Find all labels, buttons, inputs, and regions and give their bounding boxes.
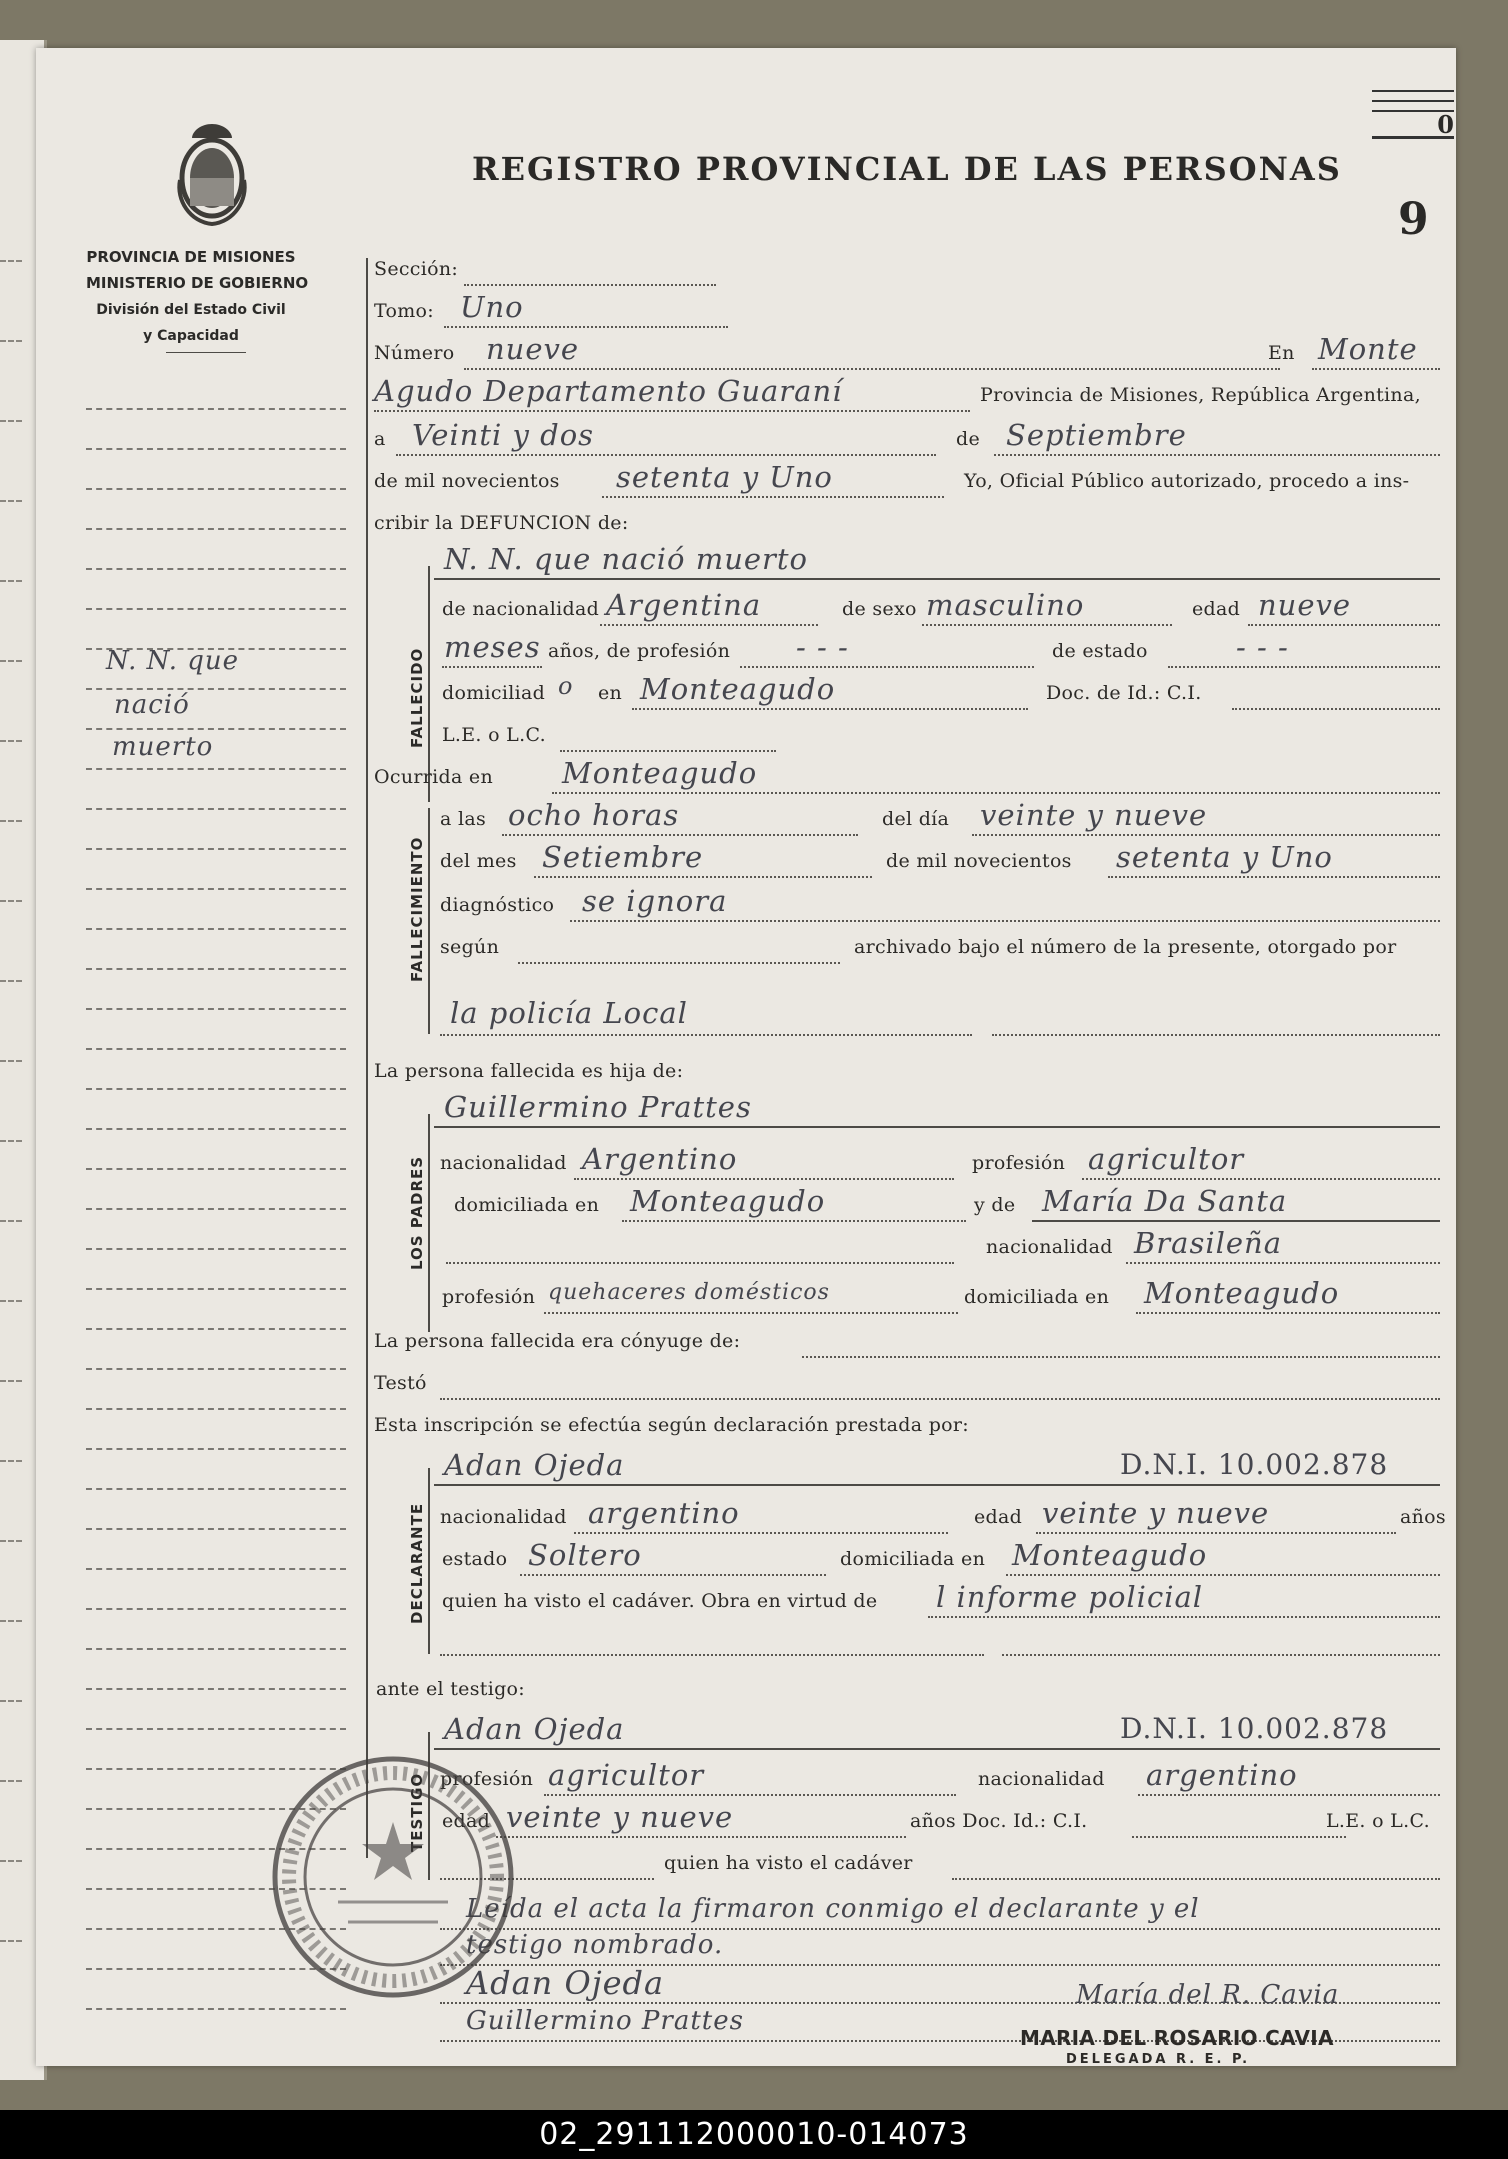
coat-of-arms-icon: [170, 120, 254, 228]
fallecimiento-bracket: [428, 808, 430, 1034]
archivado-text: archivado bajo el número de la presente, otorgado por: [854, 936, 1397, 958]
margin-line: [86, 408, 346, 410]
page-title: REGISTRO PROVINCIAL DE LAS PERSONAS: [472, 150, 1342, 188]
de-label: de: [956, 428, 981, 450]
year-value: setenta y Uno: [616, 460, 833, 494]
declarante-cadaver-text: quien ha visto el cadáver. Obra en virtud de: [442, 1590, 878, 1612]
padre-name: Guillermino Prattes: [444, 1090, 752, 1124]
declarante-section-label: DECLARANTE: [408, 1502, 426, 1624]
anio-line: [1108, 876, 1440, 878]
testigo-nacionalidad-value: argentino: [1146, 1758, 1298, 1792]
estado-value: - - -: [1236, 630, 1289, 664]
testigo-nacionalidad-line: [1138, 1794, 1440, 1796]
place-line: [374, 410, 970, 412]
anio-value: setenta y Uno: [1116, 840, 1333, 874]
domicilio-suffix: o: [558, 672, 574, 700]
fallecido-section-label: FALLECIDO: [408, 647, 426, 748]
declarante-anos-label: años: [1400, 1506, 1446, 1528]
meses-value: meses: [444, 630, 541, 664]
margin-line: [86, 728, 346, 730]
dia-line: [972, 834, 1440, 836]
mes-value: Setiembre: [542, 840, 704, 874]
declarante-nacionalidad-label: nacionalidad: [440, 1506, 567, 1528]
margin-line: [86, 848, 346, 850]
domicilio-label: domiciliad: [442, 682, 546, 704]
official-signature: María del R. Cavia: [1076, 1980, 1340, 2010]
otorgado-line-2: [992, 1034, 1440, 1036]
death-certificate-page: [36, 48, 1456, 2066]
edad-line: [1248, 624, 1440, 626]
margin-note-line1: N. N. que: [106, 646, 240, 676]
diagnostico-value: se ignora: [582, 884, 728, 918]
margin-line: [86, 1608, 346, 1610]
margin-line: [86, 928, 346, 930]
closing-text-2: testigo nombrado.: [466, 1930, 724, 1960]
numero-value: nueve: [486, 332, 580, 366]
padre-domiciliada-label: domiciliada en: [454, 1194, 600, 1216]
padre-domicilio-value: Monteagudo: [630, 1184, 826, 1218]
padre-name-line: [434, 1126, 1440, 1128]
month-line: [994, 454, 1440, 456]
margin-line: [86, 568, 346, 570]
mes-line: [534, 876, 872, 878]
margin-line: [86, 1248, 346, 1250]
fallecido-name: N. N. que nació muerto: [444, 542, 809, 576]
margin-line: [86, 1568, 346, 1570]
margin-line: [86, 1728, 346, 1730]
ministry-label: MINISTERIO DE GOBIERNO: [86, 274, 309, 292]
header-underline: [166, 352, 246, 353]
margin-line: [86, 1288, 346, 1290]
madre-name: María Da Santa: [1042, 1184, 1288, 1218]
meses-line: [442, 666, 542, 668]
margin-line: [86, 1528, 346, 1530]
otorgado-line: [440, 1034, 972, 1036]
day-value: Veinti y dos: [412, 418, 595, 452]
seccion-line: [464, 284, 716, 286]
hora-label: a las: [440, 808, 487, 830]
margin-line: [86, 2008, 346, 2010]
day-line: [396, 454, 936, 456]
domicilio-value: Monteagudo: [640, 672, 836, 706]
padre-nacionalidad-line: [574, 1178, 954, 1180]
signature-padre: Guillermino Prattes: [466, 2006, 744, 2036]
testo-label: Testó: [374, 1372, 427, 1394]
declarante-bracket: [428, 1468, 430, 1654]
sexo-line: [922, 624, 1172, 626]
otorgado-value: la policía Local: [450, 996, 688, 1030]
declarante-name: Adan Ojeda: [444, 1448, 625, 1482]
en-value: Monte: [1318, 332, 1418, 366]
hora-value: ocho horas: [508, 798, 680, 832]
diagnostico-label: diagnóstico: [440, 894, 555, 916]
declarante-blank-line-2: [1002, 1654, 1440, 1656]
le-line: [560, 750, 776, 752]
testigo-edad-line: [496, 1836, 906, 1838]
madre-domiciliada-label: domiciliada en: [964, 1286, 1110, 1308]
testigo-profesion-value: agricultor: [548, 1758, 705, 1792]
sexo-value: masculino: [926, 588, 1085, 622]
signature-declarante: Adan Ojeda: [466, 1964, 665, 2002]
profesion-line: [740, 666, 1034, 668]
provincia-text: Provincia de Misiones, República Argentina,: [980, 384, 1421, 406]
fallecimiento-section-label: FALLECIMIENTO: [408, 836, 426, 982]
madre-nacionalidad-value: Brasileña: [1134, 1226, 1283, 1260]
doc-label: Doc. de Id.: C.I.: [1046, 682, 1202, 704]
inscribir-text: cribir la DEFUNCION de:: [374, 512, 629, 534]
margin-line: [86, 888, 346, 890]
sexo-label: de sexo: [842, 598, 917, 620]
margin-line: [86, 1328, 346, 1330]
margin-line: [86, 768, 346, 770]
dia-label: del día: [882, 808, 950, 830]
declarante-dni: D.N.I. 10.002.878: [1120, 1448, 1389, 1481]
tomo-line: [444, 326, 728, 328]
nacionalidad-line: [600, 624, 818, 626]
testigo-nacionalidad-label: nacionalidad: [978, 1768, 1105, 1790]
testigo-edad-label: edad: [442, 1810, 491, 1832]
declarante-name-line: [434, 1484, 1440, 1486]
edad-value: nueve: [1258, 588, 1352, 622]
margin-line: [86, 1048, 346, 1050]
declarante-domiciliada-label: domiciliada en: [840, 1548, 986, 1570]
division-label: División del Estado Civil: [96, 302, 286, 318]
declarante-estado-line: [520, 1574, 826, 1576]
margin-line: [86, 448, 346, 450]
testigo-anos-label: años Doc. Id.: C.I.: [910, 1810, 1088, 1832]
division-label-2: y Capacidad: [143, 328, 239, 344]
anio-label: de mil novecientos: [886, 850, 1072, 872]
declarante-nacionalidad-line: [574, 1532, 948, 1534]
doc-line: [1232, 708, 1440, 710]
padres-blank-line: [446, 1262, 954, 1264]
testigo-doc-line: [1132, 1836, 1346, 1838]
declarante-estado-label: estado: [442, 1548, 508, 1570]
margin-line: [86, 488, 346, 490]
declarante-edad-label: edad: [974, 1506, 1023, 1528]
edad-label: edad: [1192, 598, 1241, 620]
province-label: PROVINCIA DE MISIONES: [86, 248, 296, 266]
mil-label: de mil novecientos: [374, 470, 560, 492]
padre-profesion-line: [1082, 1178, 1440, 1180]
margin-line: [86, 1088, 346, 1090]
hija-label: La persona fallecida es hija de:: [374, 1060, 684, 1082]
ocurrida-line: [552, 792, 1440, 794]
declarante-nacionalidad-value: argentino: [588, 1496, 740, 1530]
official-title: DELEGADA R. E. P.: [1066, 2052, 1251, 2067]
margin-line: [86, 1128, 346, 1130]
file-id-bar: [0, 2110, 1508, 2159]
margin-line: [86, 1688, 346, 1690]
estado-line: [1168, 666, 1440, 668]
testigo-le-label: L.E. o L.C.: [1326, 1810, 1430, 1832]
madre-nacionalidad-line: [1126, 1262, 1440, 1264]
fallecido-name-line: [434, 578, 1440, 580]
domicilio-line: [632, 708, 1028, 710]
corner-number-box: [1372, 90, 1454, 139]
declarante-edad-value: veinte y nueve: [1042, 1496, 1270, 1530]
madre-name-line: [1032, 1220, 1440, 1222]
corner-number: 0: [1372, 114, 1454, 139]
dia-value: veinte y nueve: [980, 798, 1208, 832]
en-label: En: [1268, 342, 1295, 364]
page-number: 9: [1398, 194, 1429, 245]
declarante-domicilio-line: [1006, 1574, 1440, 1576]
padre-profesion-value: agricultor: [1088, 1142, 1245, 1176]
numero-label: Número: [374, 342, 455, 364]
ocurrida-label: Ocurrida en: [374, 766, 494, 788]
padres-bracket: [428, 1114, 430, 1332]
testigo-dni: D.N.I. 10.002.878: [1120, 1712, 1389, 1745]
padre-nacionalidad-value: Argentino: [582, 1142, 738, 1176]
anos-profesion-label: años, de profesión: [548, 640, 731, 662]
testigo-cadaver-text: quien ha visto el cadáver: [664, 1852, 913, 1874]
margin-line: [86, 1008, 346, 1010]
month-value: Septiembre: [1006, 418, 1187, 452]
official-stamp-icon: [268, 1752, 518, 2002]
madre-profesion-label: profesión: [442, 1286, 536, 1308]
padre-nacionalidad-label: nacionalidad: [440, 1152, 567, 1174]
madre-profesion-line: [544, 1312, 958, 1314]
margin-line: [86, 1368, 346, 1370]
inscripcion-text: Esta inscripción se efectúa según declaración prestada por:: [374, 1414, 970, 1436]
testigo-profesion-label: profesión: [440, 1768, 534, 1790]
declarante-estado-value: Soltero: [528, 1538, 642, 1572]
place-value: Agudo Departamento Guaraní: [374, 374, 843, 408]
madre-profesion-value: quehaceres domésticos: [548, 1280, 830, 1305]
year-line: [602, 496, 944, 498]
margin-line: [86, 968, 346, 970]
en-line: [1312, 368, 1440, 370]
madre-domicilio-line: [1136, 1312, 1440, 1314]
margin-line: [86, 1408, 346, 1410]
hora-line: [502, 834, 858, 836]
profesion-value: - - -: [796, 630, 849, 664]
mes-label: del mes: [440, 850, 517, 872]
margin-line: [86, 1168, 346, 1170]
margin-note-line3: muerto: [112, 732, 214, 762]
estado-label: de estado: [1052, 640, 1148, 662]
padre-domicilio-line: [622, 1220, 966, 1222]
margin-line: [86, 608, 346, 610]
declarante-virtud-value: l informe policial: [936, 1580, 1204, 1614]
tomo-value: Uno: [460, 290, 524, 324]
declarante-virtud-line: [928, 1616, 1440, 1618]
madre-domicilio-value: Monteagudo: [1144, 1276, 1340, 1310]
margin-line: [86, 528, 346, 530]
closing-text-1: Leída el acta la firmaron conmigo el declarante y el: [466, 1894, 1200, 1924]
column-divider: [366, 258, 368, 1858]
madre-nacionalidad-label: nacionalidad: [986, 1236, 1113, 1258]
testigo-edad-value: veinte y nueve: [506, 1800, 734, 1834]
official-name: MARIA DEL ROSARIO CAVIA: [1020, 2026, 1334, 2050]
testigo-name: Adan Ojeda: [444, 1712, 625, 1746]
margin-line: [86, 1488, 346, 1490]
margin-line: [86, 1208, 346, 1210]
padre-profesion-label: profesión: [972, 1152, 1066, 1174]
segun-line: [518, 962, 840, 964]
ocurrida-value: Monteagudo: [562, 756, 758, 790]
margin-line: [86, 1648, 346, 1650]
segun-label: según: [440, 936, 500, 958]
seccion-label: Sección:: [374, 258, 459, 280]
declarante-blank-line: [440, 1654, 984, 1656]
margin-line: [86, 1448, 346, 1450]
y-de-label: y de: [974, 1194, 1016, 1216]
domicilio-en-label: en: [598, 682, 623, 704]
nacionalidad-value: Argentina: [606, 588, 762, 622]
margin-note-line2: nació: [114, 690, 190, 720]
le-label: L.E. o L.C.: [442, 724, 546, 746]
diagnostico-line: [570, 920, 1440, 922]
conyuge-label: La persona fallecida era cónyuge de:: [374, 1330, 741, 1352]
declarante-domicilio-value: Monteagudo: [1012, 1538, 1208, 1572]
tomo-label: Tomo:: [374, 300, 434, 322]
testigo-blank-line-2: [952, 1878, 1440, 1880]
declarante-edad-line: [1036, 1532, 1396, 1534]
testigo-profesion-line: [544, 1794, 956, 1796]
margin-line: [86, 808, 346, 810]
oficial-text: Yo, Oficial Público autorizado, procedo a ins-: [964, 470, 1410, 492]
a-label: a: [374, 428, 386, 450]
file-id: 02_291112000010-014073: [539, 2117, 969, 2152]
numero-line: [464, 368, 1280, 370]
testigo-name-line: [434, 1748, 1440, 1750]
conyuge-line: [802, 1356, 1440, 1358]
nacionalidad-label: de nacionalidad: [442, 598, 600, 620]
ante-testigo-label: ante el testigo:: [376, 1678, 525, 1700]
testo-line: [440, 1398, 1440, 1400]
padres-section-label: LOS PADRES: [408, 1155, 426, 1270]
testigo-section-label: TESTIGO: [408, 1772, 426, 1852]
